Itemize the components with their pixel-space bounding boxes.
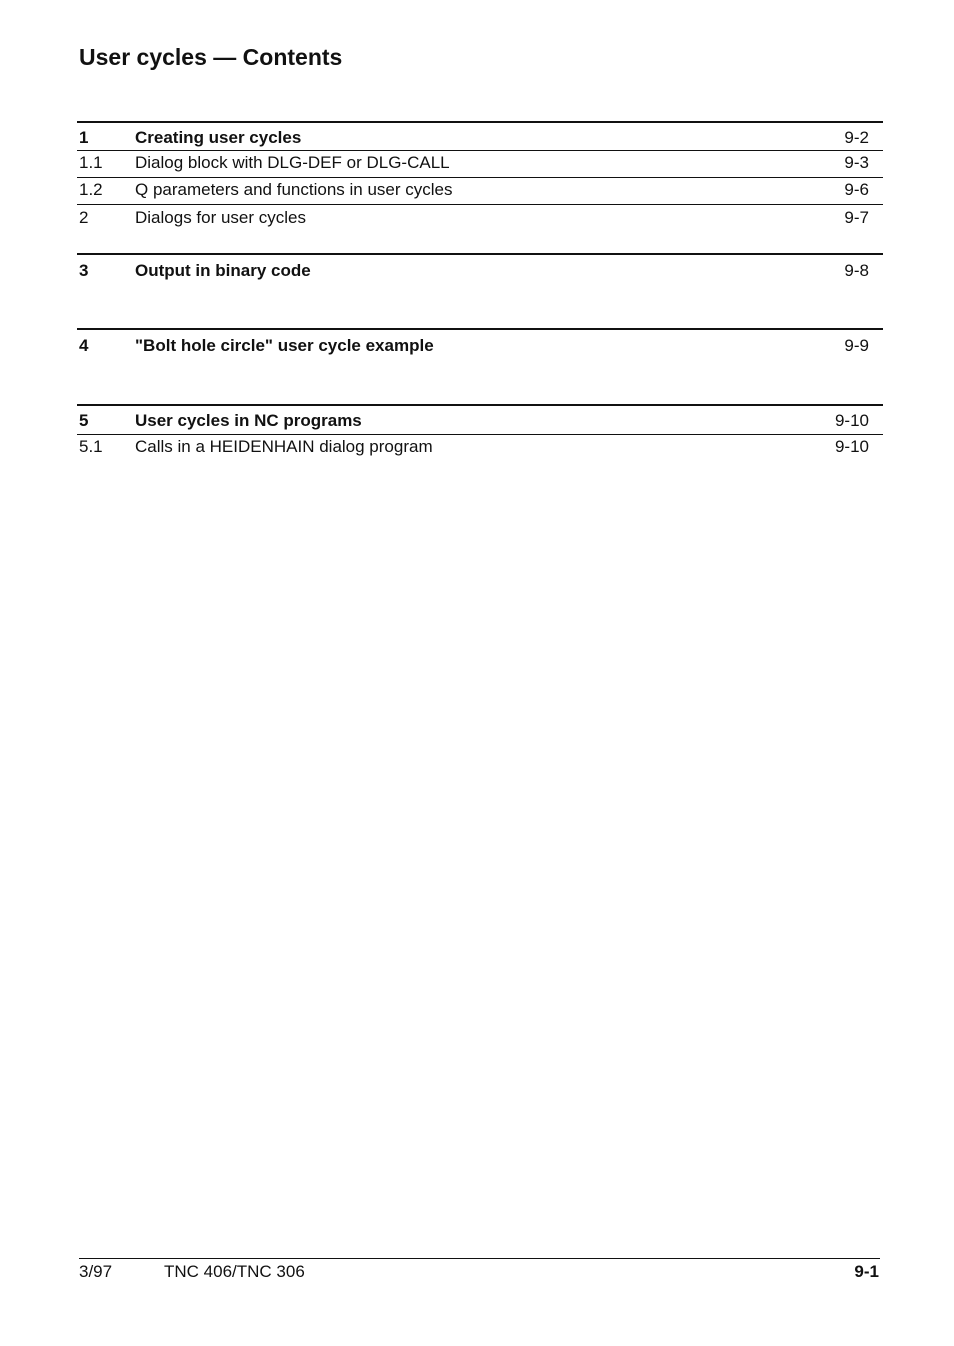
section-rule xyxy=(77,404,883,406)
row-rule xyxy=(77,434,883,435)
toc-number: 2 xyxy=(79,208,89,227)
toc-number: 4 xyxy=(79,336,89,355)
page-title: User cycles — Contents xyxy=(79,44,343,70)
toc-label: Dialog block with DLG-DEF or DLG-CALL xyxy=(135,153,450,172)
toc-label: Creating user cycles xyxy=(135,128,302,147)
toc-label: Calls in a HEIDENHAIN dialog program xyxy=(135,437,433,456)
toc-number: 1 xyxy=(79,128,89,147)
toc-label: "Bolt hole circle" user cycle example xyxy=(135,336,434,355)
toc-number: 5.1 xyxy=(79,437,103,456)
row-rule xyxy=(77,150,883,151)
toc-label: User cycles in NC programs xyxy=(135,411,362,430)
toc-page: 9-9 xyxy=(844,336,869,355)
toc-number: 5 xyxy=(79,411,89,430)
toc-number: 1.2 xyxy=(79,180,103,199)
section-rule xyxy=(77,328,883,330)
toc-label: Output in binary code xyxy=(135,261,311,280)
toc-page: 9-10 xyxy=(834,437,869,456)
section-rule xyxy=(77,121,883,123)
toc-page: 9-2 xyxy=(844,128,869,147)
footer-rule xyxy=(79,1258,880,1259)
toc-page: 9-6 xyxy=(844,180,869,199)
section-rule xyxy=(77,253,883,255)
toc-page: 9-3 xyxy=(844,153,869,172)
toc-number: 3 xyxy=(79,261,89,280)
row-rule xyxy=(77,177,883,178)
footer-model: TNC 406/TNC 306 xyxy=(164,1262,305,1281)
toc-page: 9-8 xyxy=(844,261,869,280)
row-rule xyxy=(77,204,883,205)
toc-number: 1.1 xyxy=(79,153,103,172)
toc-label: Dialogs for user cycles xyxy=(135,208,307,227)
toc-page: 9-7 xyxy=(844,208,869,227)
toc-label: Q parameters and functions in user cycles xyxy=(135,180,453,199)
toc-page: 9-10 xyxy=(834,411,869,430)
footer-date: 3/97 xyxy=(79,1262,113,1281)
footer-page-number: 9-1 xyxy=(854,1262,879,1281)
